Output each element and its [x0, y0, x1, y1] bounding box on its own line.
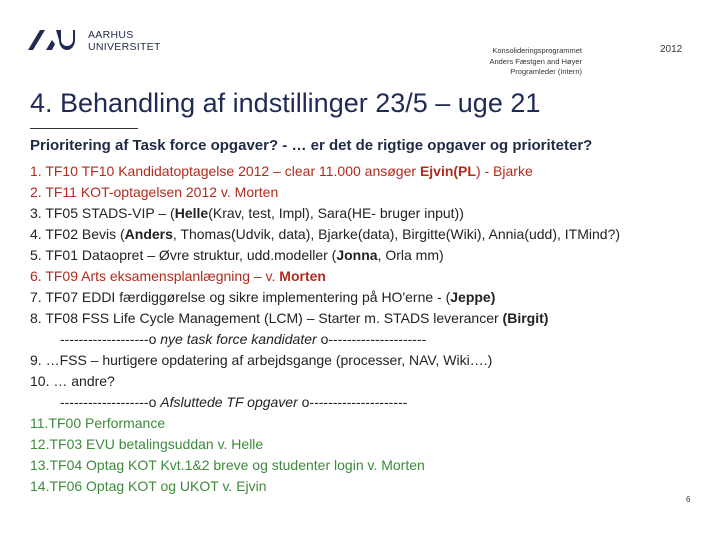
- list-item: 1. TF10 TF10 Kandidatoptagelse 2012 – clear 11.000 ansøger Ejvin(PL) - Bjarke: [30, 163, 533, 179]
- list-item: 10. … andre?: [30, 373, 115, 389]
- list-item: 12.TF03 EVU betalingsuddan v. Helle: [30, 436, 264, 452]
- task-list: [30, 161, 720, 497]
- list-item: 3. TF05 STADS-VIP – (Helle(Krav, test, Impl), Sara(HE- bruger input)): [30, 205, 464, 221]
- list-item: 13.TF04 Optag KOT Kvt.1&2 breve og studenter login v. Morten: [30, 457, 425, 473]
- list-item: 6. TF09 Arts eksamensplanlægning – v. Morten: [30, 268, 326, 284]
- list-item: 11.TF00 Performance: [30, 415, 166, 431]
- university-name: [88, 29, 161, 53]
- list-item: 7. TF07 EDDI færdiggørelse og sikre implementering på HO'erne - (Jeppe): [30, 289, 496, 305]
- list-item: 14.TF06 Optag KOT og UKOT v. Ejvin: [30, 478, 267, 494]
- section-divider-new-candidates: -------------------o nye task force kandidater o---------------------: [60, 331, 427, 347]
- university-name-line1: AARHUS: [88, 29, 134, 41]
- list-item: 4. TF02 Bevis (Anders, Thomas(Udvik, data), Bjarke(data), Birgitte(Wiki), Annia(udd), ITMind?): [30, 226, 621, 242]
- university-name-line2: UNIVERSITET: [88, 41, 161, 53]
- page-number: 6: [686, 495, 691, 504]
- section-divider-completed: -------------------o Afsluttede TF opgaver o---------------------: [60, 394, 408, 410]
- year-label: 2012: [660, 44, 683, 55]
- program-authors: Anders Fæstgen and Høyer: [489, 56, 582, 66]
- program-name: Konsolideringsprogrammet: [492, 46, 582, 55]
- aarhus-university-logo: [26, 26, 76, 52]
- list-item: 9. …FSS – hurtigere opdatering af arbejdsgange (processer, NAV, Wiki….): [30, 352, 493, 368]
- list-item: 8. TF08 FSS Life Cycle Management (LCM) – Starter m. STADS leverancer (Birgit): [30, 310, 549, 326]
- slide-subtitle: Prioritering af Task force opgaver? - … er det de rigtige opgaver og prioriteter?: [30, 137, 593, 154]
- program-role: Programleder (Intern): [510, 67, 582, 76]
- header-info: [440, 46, 582, 78]
- list-item: 5. TF01 Dataopret – Øvre struktur, udd.modeller (Jonna, Orla mm): [30, 247, 444, 263]
- slide-title: 4. Behandling af indstillinger 23/5 – uge 21: [30, 88, 541, 118]
- title-divider: [30, 128, 138, 129]
- list-item: 2. TF11 KOT-optagelsen 2012 v. Morten: [30, 184, 279, 200]
